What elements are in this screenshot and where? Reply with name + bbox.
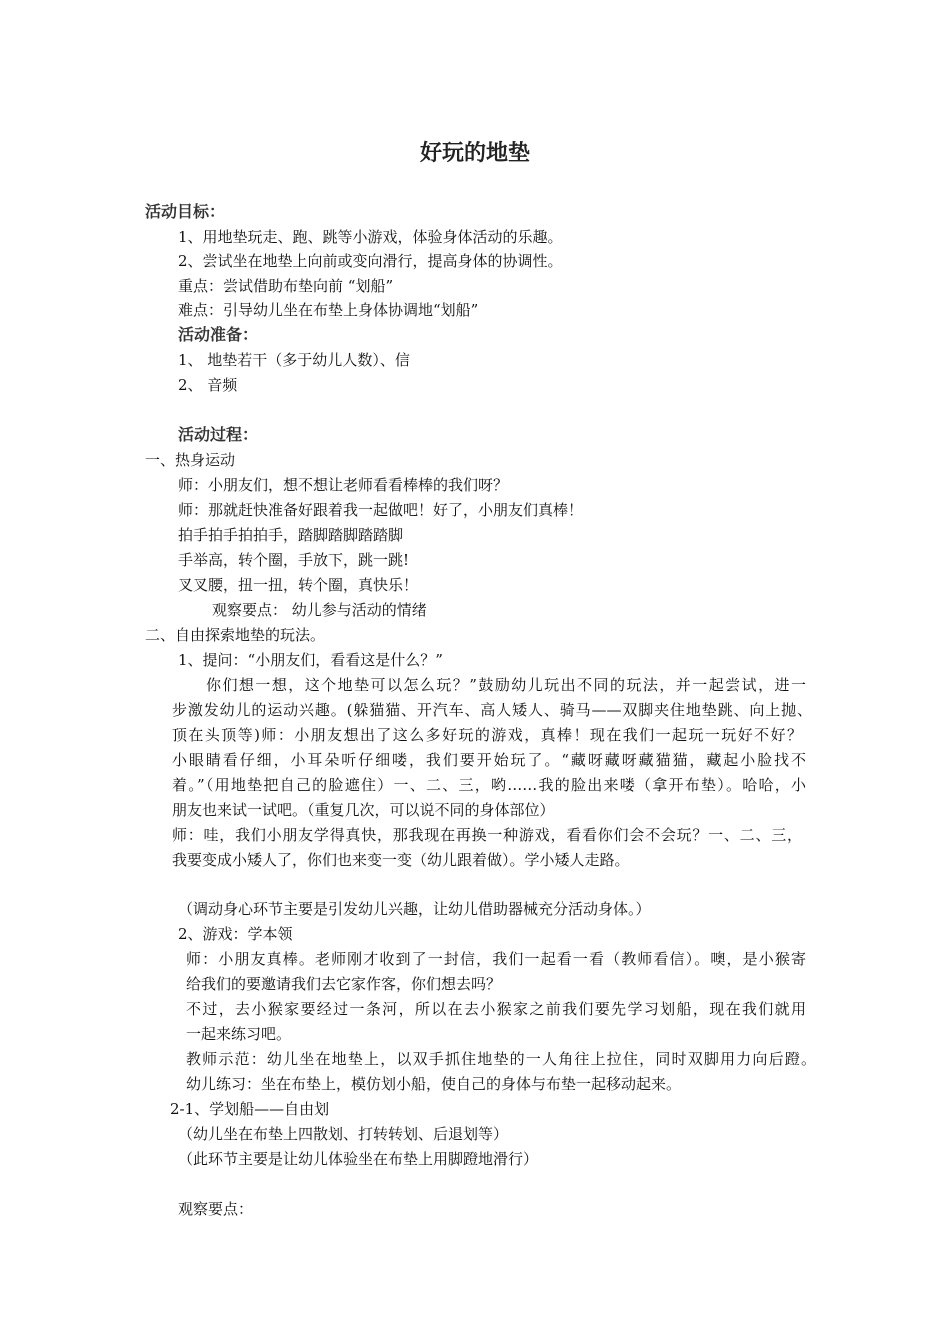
heading-goals: 活动目标： — [145, 202, 226, 221]
part2-note: （调动身心环节主要是引发幼儿兴趣，让幼儿借助器械充分活动身体。） — [178, 900, 651, 918]
game-line: 给我们的要邀请我们去它家作客，你们想去吗？ — [186, 975, 502, 993]
part2-question: 1、提问：“小朋友们，看看这是什么？” — [178, 651, 443, 669]
observation-points: 观察要点： — [178, 1200, 254, 1218]
key-point: 重点：尝试借助布垫向前 “划船” — [178, 277, 394, 295]
part1-line: 师：那就赶快准备好跟着我一起做吧！好了，小朋友们真棒！ — [178, 501, 584, 519]
heading-process: 活动过程： — [178, 425, 259, 444]
document-title: 好玩的地垫 — [419, 141, 530, 166]
paragraph-line-wrap — [172, 725, 802, 745]
prep-item-1: 1、 地垫若干（多于幼儿人数）、信 — [178, 351, 410, 369]
goal-1: 1、用地垫玩走、跑、跳等小游戏，体验身体活动的乐趣。 — [178, 228, 563, 246]
paragraph-line-wrap — [172, 775, 806, 795]
paragraph-line-wrap — [172, 700, 812, 720]
paragraph-line-wrap — [172, 825, 802, 845]
game-line: 师：小朋友真棒。老师刚才收到了一封信，我们一起看一看（教师看信）。噢，是小猴寄 — [186, 950, 806, 968]
part1-line: 叉叉腰，扭一扭，转个圈，真快乐！ — [178, 576, 419, 594]
part2-paragraph-line: 师：哇，我们小朋友学得真快，那我现在再换一种游戏，看看你们会不会玩？一、二、三， — [172, 826, 802, 844]
game-line: 教师示范：幼儿坐在地垫上，以双手抓住地垫的一人角往上拉住，同时双脚用力向后蹬。 — [186, 1050, 816, 1068]
rowing-line: （此环节主要是让幼儿体验坐在布垫上用脚蹬地滑行） — [178, 1150, 539, 1168]
rowing-title: 2-1、学划船——自由划 — [170, 1100, 330, 1118]
part1-observation: 观察要点： 幼儿参与活动的情绪 — [212, 601, 427, 619]
game-line: 不过，去小猴家要经过一条河，所以在去小猴家之前我们要先学习划船，现在我们就用 — [186, 1000, 806, 1018]
game-line: 一起来练习吧。 — [186, 1025, 292, 1043]
part2-paragraph-line: 步激发幼儿的运动兴趣。(躲猫猫、开汽车、高人矮人、骑马——双脚夹住地垫跳、向上抛、 — [172, 701, 812, 719]
difficult-point: 难点：引导幼儿坐在布垫上身体协调地“划船” — [178, 301, 479, 319]
part2-paragraph-line: 我要变成小矮人了，你们也来变一变（幼儿跟着做）。学小矮人走路。 — [172, 851, 630, 869]
part1-title: 一、热身运动 — [145, 451, 236, 469]
paragraph-line-wrap — [186, 949, 806, 969]
part2-title: 二、自由探索地垫的玩法。 — [145, 626, 326, 644]
paragraph-line-wrap — [206, 675, 806, 695]
heading-preparation: 活动准备： — [178, 325, 259, 344]
part1-line: 师：小朋友们，想不想让老师看看棒棒的我们呀？ — [178, 476, 509, 494]
rowing-line: （幼儿坐在布垫上四散划、打转转划、后退划等） — [178, 1125, 509, 1143]
game-line: 幼儿练习：坐在布垫上，模仿划小船，使自己的身体与布垫一起移动起来。 — [186, 1075, 682, 1093]
part2-paragraph-line: 小眼睛看仔细，小耳朵听仔细喽，我们要开始玩了。“藏呀藏呀藏猫猫，藏起小脸找不 — [172, 751, 806, 769]
part2-paragraph-line: 顶在头顶等)师：小朋友想出了这么多好玩的游戏，真棒！现在我们一起玩一玩好不好？ — [172, 726, 802, 744]
part1-line: 手举高，转个圈，手放下，跳一跳! — [178, 551, 410, 569]
prep-item-2: 2、 音频 — [178, 376, 238, 394]
paragraph-line-wrap — [186, 999, 806, 1019]
part2-paragraph-line: 朋友也来试一试吧。（重复几次，可以说不同的身体部位） — [172, 801, 555, 819]
paragraph-line-wrap — [186, 1049, 816, 1069]
paragraph-line-wrap — [172, 750, 806, 770]
goal-2: 2、尝试坐在地垫上向前或变向滑行，提高身体的协调性。 — [178, 252, 563, 270]
game-title: 2、游戏：学本领 — [178, 925, 293, 943]
part1-line: 拍手拍手拍拍手，踏脚踏脚踏踏脚 — [178, 526, 404, 544]
part2-paragraph-line: 你们想一想，这个地垫可以怎么玩？”鼓励幼儿玩出不同的玩法，并一起尝试，进一 — [206, 676, 806, 694]
part2-paragraph-line: 着。”（用地垫把自己的脸遮住）一、二、三，哟……我的脸出来喽（拿开布垫）。哈哈，小 — [172, 776, 806, 794]
